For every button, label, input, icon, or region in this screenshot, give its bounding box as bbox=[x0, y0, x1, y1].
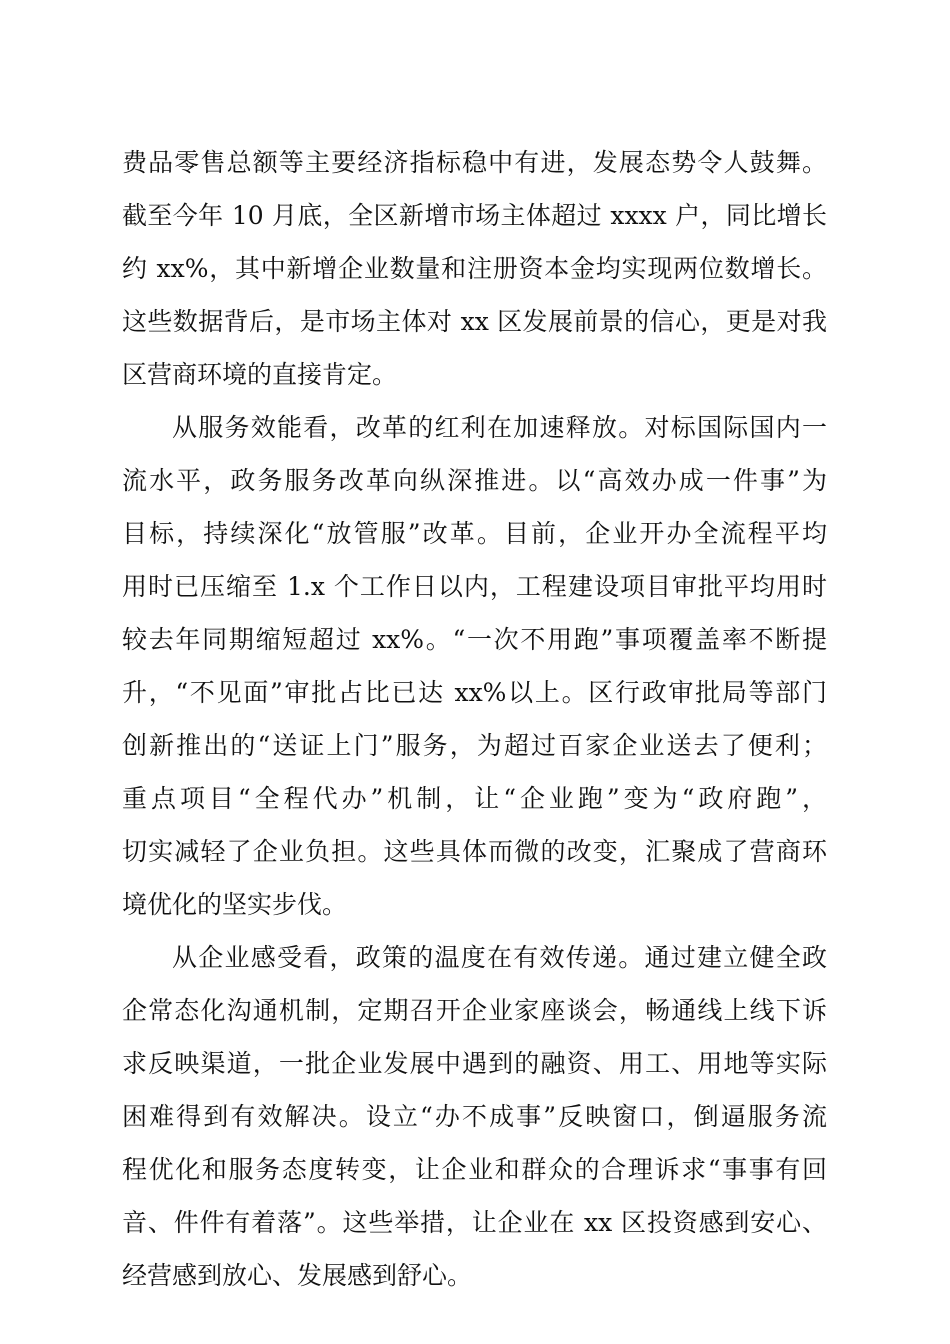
text-line: 费品零售总额等主要经济指标稳中有进，发展态势令人鼓舞。 bbox=[122, 148, 827, 177]
text-line: 从服务效能看，改革的红利在加速释放。对标国际国内一 bbox=[172, 413, 827, 442]
text-line: 企常态化沟通机制，定期召开企业家座谈会，畅通线上线下诉 bbox=[122, 996, 827, 1025]
text-line: 切实减轻了企业负担。这些具体而微的改变，汇聚成了营商环 bbox=[122, 837, 827, 866]
text-line: 程优化和服务态度转变，让企业和群众的合理诉求“事事有回 bbox=[122, 1155, 827, 1184]
text-line: 重点项目“全程代办”机制，让“企业跑”变为“政府跑”， bbox=[122, 784, 827, 813]
text-line: 目标，持续深化“放管服”改革。目前，企业开办全流程平均 bbox=[122, 519, 827, 548]
paragraph bbox=[122, 136, 827, 401]
paragraph bbox=[122, 931, 827, 1302]
text-line: 流水平，政务服务改革向纵深推进。以“高效办成一件事”为 bbox=[122, 466, 827, 495]
text-line: 境优化的坚实步伐。 bbox=[122, 890, 348, 919]
text-line: 音、件件有着落”。这些举措，让企业在 xx 区投资感到安心、 bbox=[122, 1208, 827, 1237]
text-line: 困难得到有效解决。设立“办不成事”反映窗口，倒逼服务流 bbox=[122, 1102, 827, 1131]
text-line: 这些数据背后，是市场主体对 xx 区发展前景的信心，更是对我 bbox=[122, 307, 827, 336]
text-line: 经营感到放心、发展感到舒心。 bbox=[122, 1261, 473, 1290]
paragraph bbox=[122, 401, 827, 931]
text-line: 用时已压缩至 1.x 个工作日以内，工程建设项目审批平均用时 bbox=[122, 572, 827, 601]
text-line: 从企业感受看，政策的温度在有效传递。通过建立健全政 bbox=[172, 943, 827, 972]
document-body bbox=[122, 136, 827, 1302]
text-line: 较去年同期缩短超过 xx%。“一次不用跑”事项覆盖率不断提 bbox=[122, 625, 827, 654]
text-line: 约 xx%，其中新增企业数量和注册资本金均实现两位数增长。 bbox=[122, 254, 827, 283]
text-line: 截至今年 10 月底，全区新增市场主体超过 xxxx 户，同比增长 bbox=[122, 201, 827, 230]
text-line: 求反映渠道，一批企业发展中遇到的融资、用工、用地等实际 bbox=[122, 1049, 827, 1078]
text-line: 创新推出的“送证上门”服务，为超过百家企业送去了便利； bbox=[122, 731, 827, 760]
text-line: 区营商环境的直接肯定。 bbox=[122, 360, 398, 389]
text-line: 升，“不见面”审批占比已达 xx%以上。区行政审批局等部门 bbox=[122, 678, 827, 707]
